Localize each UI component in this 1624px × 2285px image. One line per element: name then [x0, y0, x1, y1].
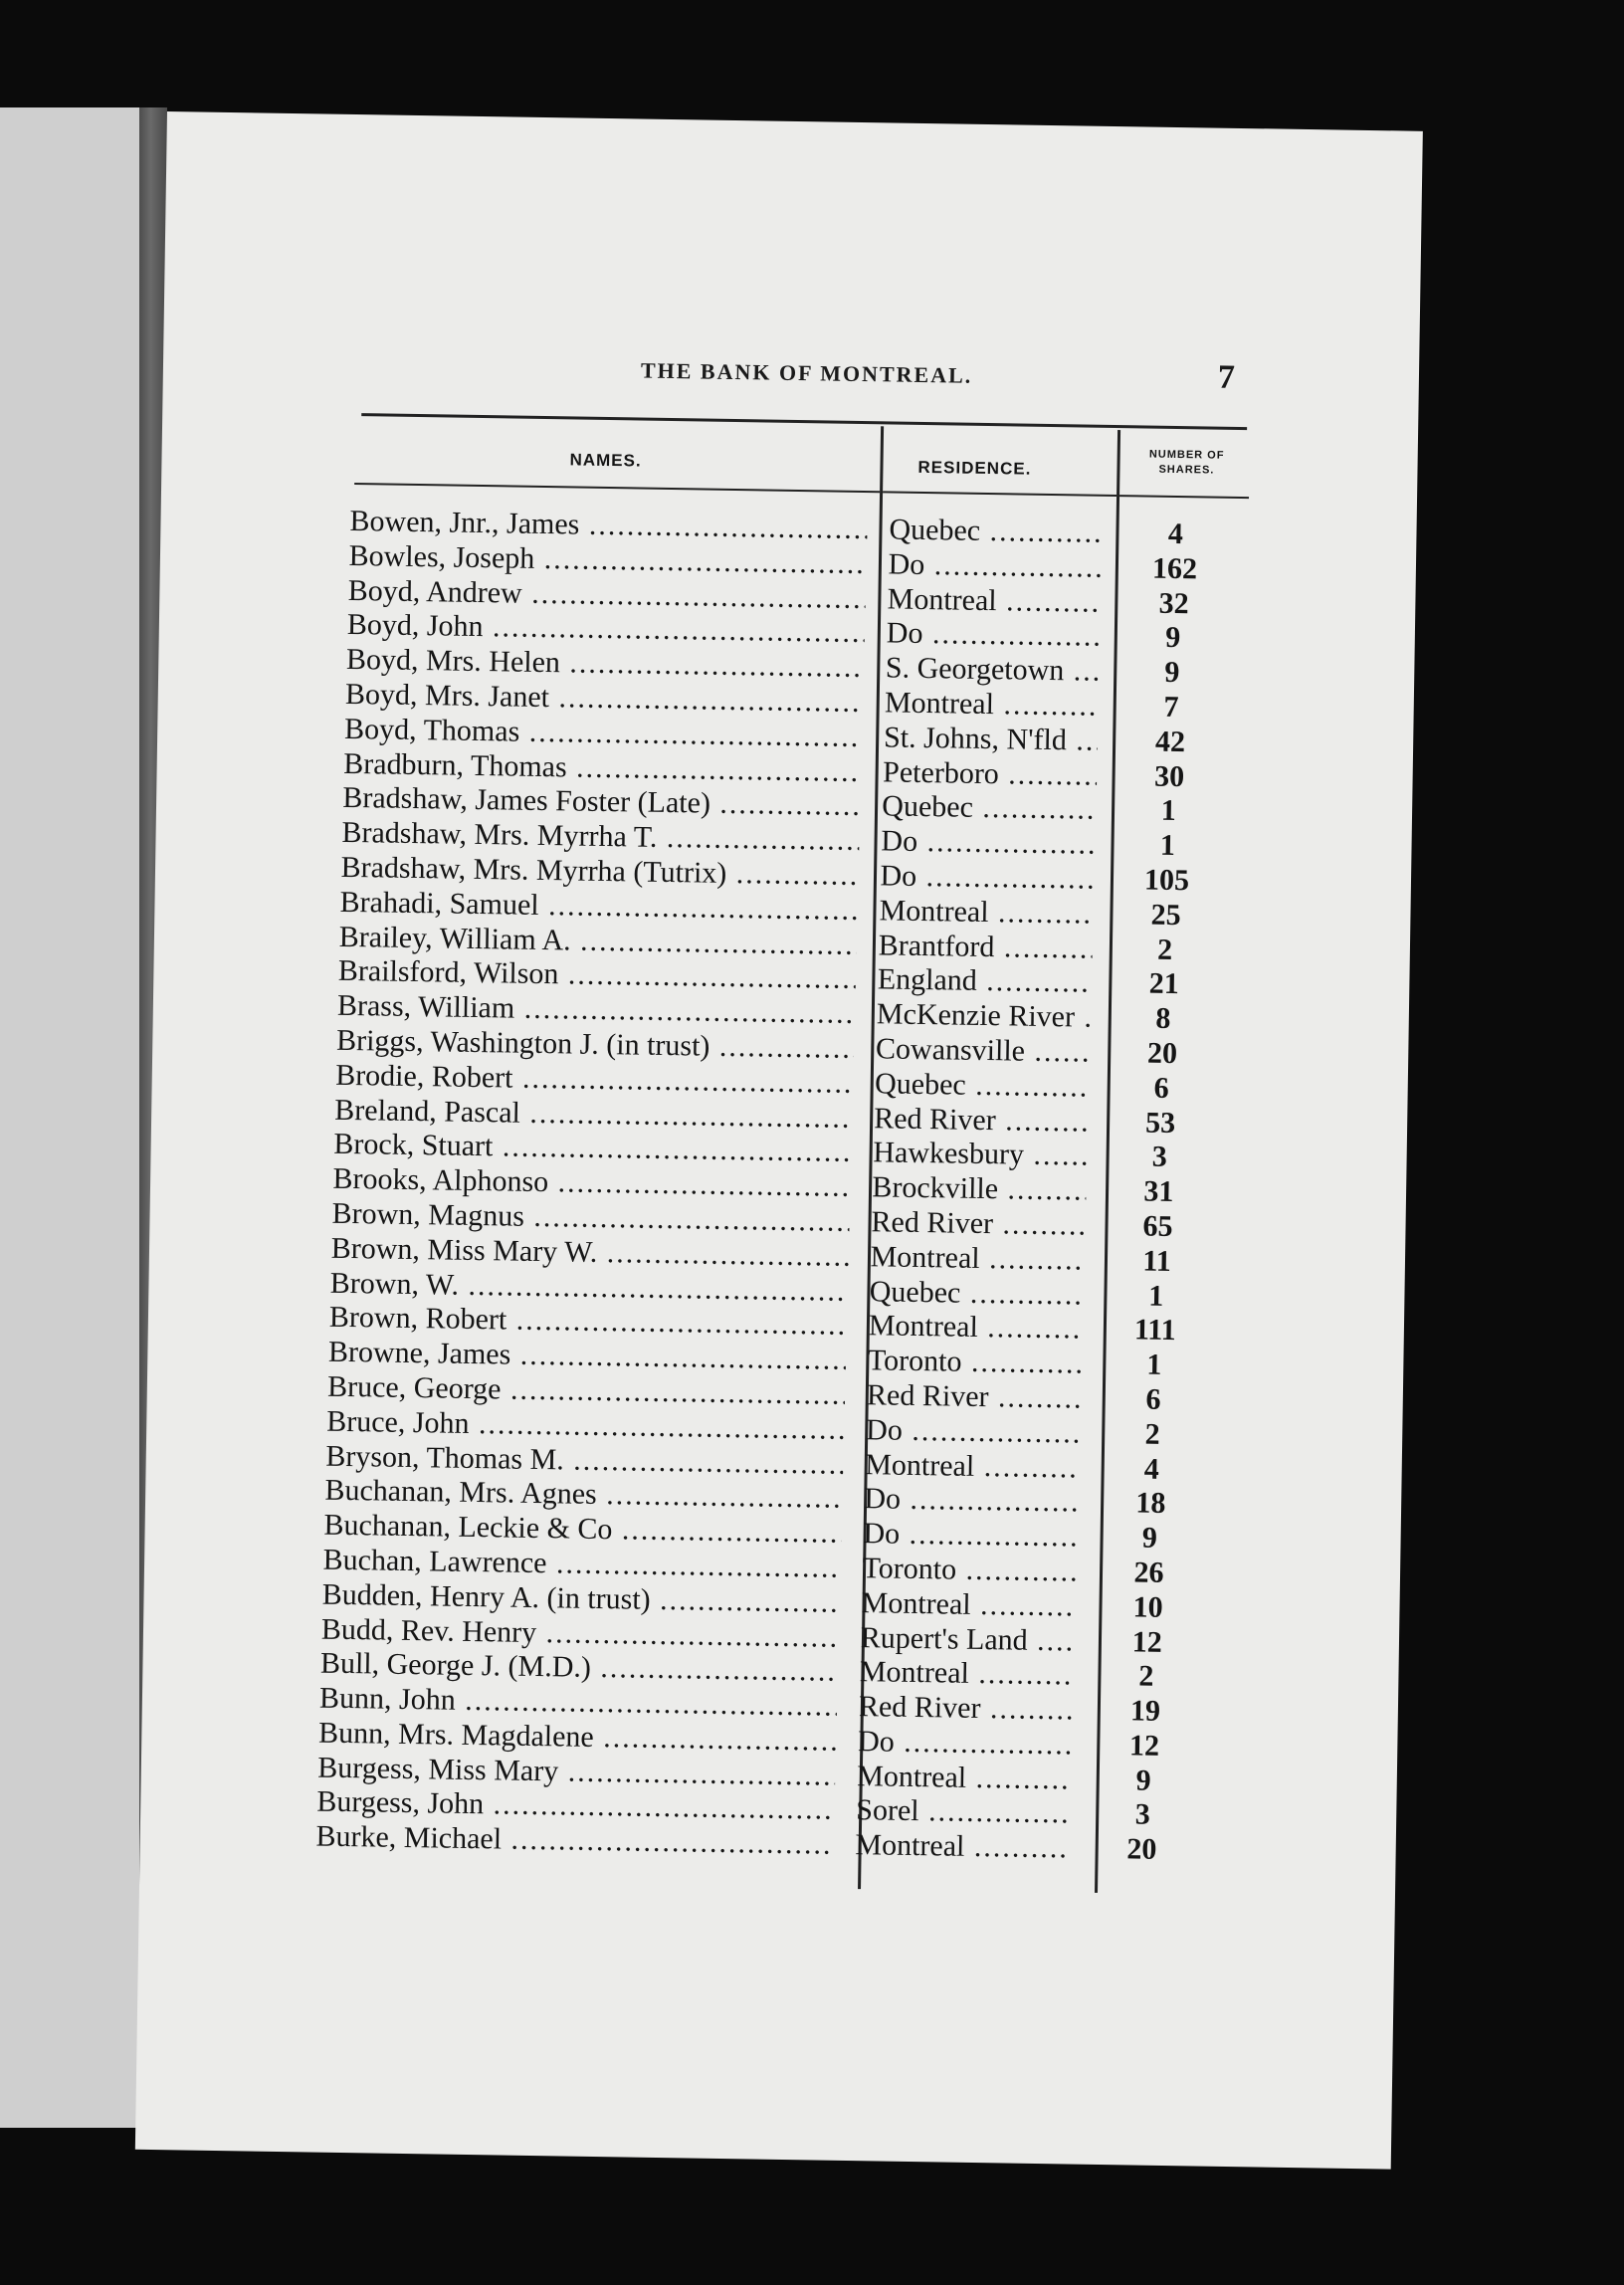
row-name: Brodie, Robert .....	[335, 1059, 853, 1101]
row-name: Bruce, John .....	[326, 1404, 844, 1446]
row-shares: 6	[1153, 1071, 1169, 1105]
row-name: Bunn, Mrs. Magdalene .....	[318, 1716, 836, 1758]
row-shares: 6	[1145, 1382, 1161, 1416]
row-residence: Do .....	[887, 617, 1102, 654]
row-name: Budden, Henry A. (in trust) .....	[321, 1577, 839, 1619]
row-residence: St. Johns, N'fld .....	[884, 721, 1099, 757]
row-shares: 9	[1141, 1521, 1158, 1555]
row-shares: 9	[1135, 1764, 1151, 1797]
row-shares: 9	[1164, 656, 1180, 690]
row-shares: 20	[1146, 1036, 1178, 1071]
row-residence: England .....	[878, 963, 1093, 1000]
row-shares: 3	[1151, 1141, 1168, 1174]
row-residence: Montreal .....	[861, 1586, 1076, 1623]
row-shares: 32	[1158, 586, 1189, 620]
row-name: Brailey, William A. .....	[339, 920, 857, 961]
row-shares: 8	[1155, 1001, 1171, 1036]
book-page	[135, 111, 1423, 2170]
row-residence: Do .....	[866, 1413, 1081, 1450]
row-residence: Quebec .....	[875, 1067, 1090, 1104]
row-name: Buchan, Lawrence .....	[322, 1544, 840, 1585]
row-residence: Do .....	[858, 1725, 1073, 1762]
row-residence: Cowansville .....	[876, 1032, 1091, 1069]
row-shares: 65	[1142, 1209, 1173, 1243]
row-name: Bunn, John .....	[319, 1682, 837, 1724]
row-name: Breland, Pascal .....	[334, 1093, 852, 1135]
row-name: Brown, Magnus .....	[331, 1197, 849, 1239]
row-shares: 53	[1144, 1106, 1176, 1140]
row-shares: 1	[1159, 828, 1176, 863]
row-residence: Red River .....	[874, 1102, 1089, 1139]
row-shares: 25	[1150, 898, 1181, 932]
row-name: Bradshaw, Mrs. Myrrha T. .....	[341, 816, 859, 858]
row-residence: Brockville .....	[872, 1170, 1087, 1207]
row-residence: Quebec .....	[869, 1275, 1084, 1312]
row-name: Brown, Miss Mary W. .....	[330, 1231, 848, 1273]
row-shares: 1	[1146, 1348, 1162, 1381]
row-residence: Toronto .....	[862, 1552, 1077, 1588]
column-header-names: NAMES.	[569, 450, 642, 471]
row-shares: 3	[1134, 1797, 1151, 1832]
row-residence: Red River .....	[859, 1690, 1074, 1727]
header-rule	[1119, 495, 1249, 499]
row-name: Briggs, Washington J. (in trust) .....	[336, 1024, 854, 1066]
row-name: Boyd, Mrs. Janet .....	[345, 678, 863, 720]
row-name: Burgess, Miss Mary .....	[317, 1751, 835, 1792]
row-residence: Peterboro .....	[883, 755, 1098, 792]
row-name: Bradburn, Thomas .....	[343, 746, 861, 788]
row-shares: 26	[1133, 1556, 1164, 1589]
row-shares: 20	[1126, 1832, 1157, 1867]
row-name: Bradshaw, James Foster (Late) .....	[342, 781, 860, 823]
row-name: Brock, Stuart .....	[333, 1128, 851, 1169]
row-residence: Toronto .....	[868, 1344, 1083, 1380]
row-shares: 105	[1143, 863, 1190, 898]
row-residence: Montreal .....	[869, 1310, 1084, 1347]
row-name: Brown, Robert .....	[329, 1301, 847, 1343]
row-shares: 12	[1128, 1729, 1160, 1763]
row-residence: Sorel .....	[856, 1794, 1071, 1831]
row-residence: Red River .....	[867, 1378, 1082, 1415]
column-header-residence: RESIDENCE.	[917, 457, 1032, 479]
row-name: Boyd, Andrew .....	[347, 574, 865, 616]
running-head	[163, 350, 1419, 396]
row-residence: Do .....	[888, 547, 1103, 584]
table-body	[315, 504, 1256, 1869]
row-name: Brass, William .....	[337, 989, 855, 1031]
row-shares: 42	[1154, 725, 1186, 758]
row-residence: Quebec .....	[889, 513, 1104, 549]
row-residence: Montreal .....	[879, 894, 1094, 931]
row-shares: 2	[1144, 1417, 1160, 1451]
header-rule	[883, 491, 1116, 497]
row-residence: Montreal .....	[855, 1828, 1070, 1865]
row-residence: McKenzie River .....	[877, 997, 1092, 1034]
row-name: Bowen, Jnr., James .....	[349, 505, 867, 546]
row-name: Burke, Michael .....	[315, 1820, 833, 1862]
header-rule	[354, 483, 880, 493]
table-top-rule	[361, 413, 1247, 430]
row-residence: S. Georgetown .....	[886, 652, 1101, 689]
row-shares: 2	[1156, 933, 1173, 966]
row-name: Bowles, Joseph .....	[348, 539, 866, 581]
row-name: Brown, W. .....	[330, 1266, 848, 1308]
row-shares: 18	[1135, 1486, 1166, 1521]
row-residence: Hawkesbury .....	[873, 1137, 1088, 1173]
row-name: Bull, George J. (M.D.) .....	[320, 1647, 838, 1689]
row-residence: Montreal .....	[860, 1655, 1075, 1692]
row-residence: Montreal .....	[885, 686, 1100, 723]
row-shares: 11	[1142, 1244, 1172, 1278]
row-shares: 4	[1143, 1452, 1160, 1486]
row-residence: Brantford .....	[878, 929, 1093, 965]
row-residence: Montreal .....	[887, 582, 1102, 619]
row-shares: 7	[1163, 690, 1179, 725]
row-residence: Quebec .....	[882, 790, 1097, 827]
row-shares: 1	[1147, 1279, 1164, 1313]
row-name: Brailsford, Wilson .....	[338, 954, 856, 996]
page-title: THE BANK OF MONTREAL.	[640, 357, 973, 388]
row-residence: Do .....	[864, 1482, 1079, 1519]
row-name: Buchanan, Mrs. Agnes .....	[324, 1474, 842, 1516]
row-shares: 30	[1153, 759, 1185, 793]
row-shares: 31	[1143, 1174, 1174, 1209]
row-shares: 4	[1167, 517, 1184, 551]
column-header-shares: NUMBER OF SHARES.	[1148, 448, 1225, 477]
row-name: Burgess, John .....	[316, 1785, 834, 1827]
row-residence: Red River .....	[871, 1205, 1086, 1242]
row-residence: Montreal .....	[857, 1760, 1072, 1796]
row-name: Boyd, Mrs. Helen .....	[346, 643, 864, 685]
shareholder-table	[315, 413, 1257, 1867]
row-residence: Do .....	[880, 859, 1095, 896]
row-name: Buchanan, Leckie & Co .....	[323, 1509, 841, 1551]
row-name: Boyd, John .....	[347, 608, 865, 650]
page-number: 7	[1217, 358, 1236, 396]
row-residence: Rupert's Land .....	[861, 1621, 1076, 1658]
row-name: Brahadi, Samuel .....	[339, 886, 857, 928]
row-name: Bryson, Thomas M. .....	[325, 1439, 843, 1481]
row-shares: 10	[1132, 1590, 1163, 1624]
row-shares: 12	[1131, 1624, 1163, 1659]
row-name: Browne, James .....	[328, 1336, 846, 1377]
row-residence: Montreal .....	[870, 1240, 1085, 1277]
row-name: Brooks, Alphonso .....	[332, 1162, 850, 1204]
row-shares: 9	[1165, 621, 1181, 655]
row-residence: Do .....	[863, 1517, 1078, 1554]
row-name: Boyd, Thomas .....	[344, 713, 862, 754]
row-residence: Do .....	[881, 825, 1096, 862]
row-name: Bradshaw, Mrs. Myrrha (Tutrix) .....	[340, 851, 858, 893]
row-shares: 111	[1133, 1313, 1176, 1348]
row-shares: 19	[1129, 1694, 1161, 1728]
row-shares: 162	[1151, 551, 1198, 586]
row-shares: 21	[1148, 966, 1180, 1001]
row-residence: Montreal .....	[865, 1448, 1080, 1485]
row-shares: 1	[1160, 794, 1177, 828]
row-name: Bruce, George .....	[327, 1370, 845, 1412]
row-name: Budd, Rev. Henry .....	[321, 1612, 839, 1654]
row-shares: 2	[1138, 1659, 1154, 1694]
